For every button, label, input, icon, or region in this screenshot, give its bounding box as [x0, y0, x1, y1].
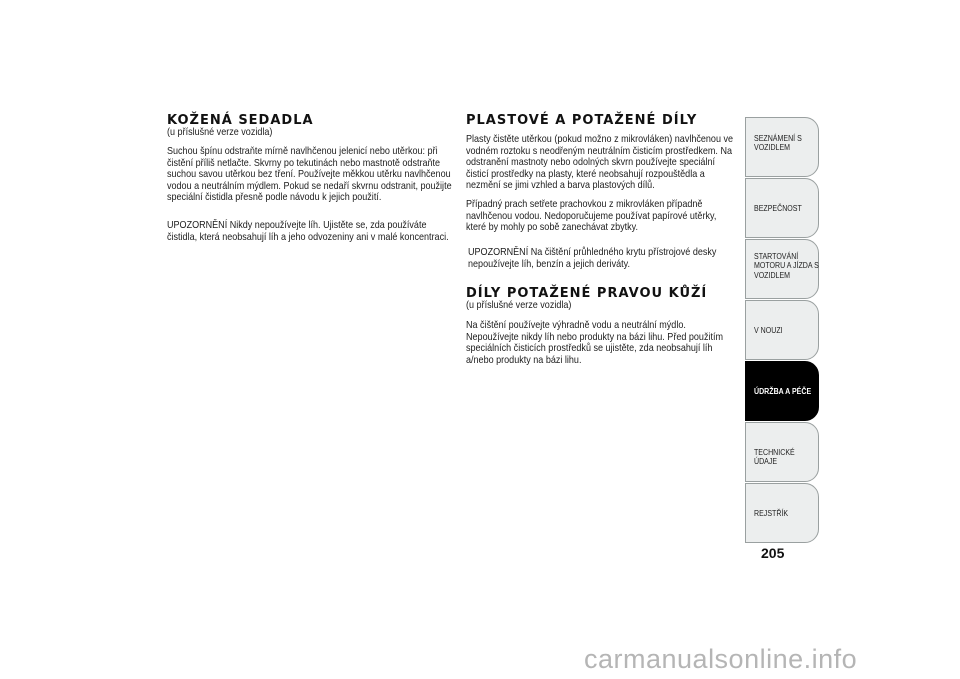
section-heading-leather-parts: DÍLY POTAŽENÉ PRAVOU KŮŽÍ: [466, 286, 708, 301]
tab-label: STARTOVÁNÍ MOTORU A JÍZDA S VOZIDLEM: [754, 251, 819, 280]
tab-label: REJSTŘÍK: [754, 508, 789, 518]
paragraph: Na čištění používejte výhradně vodu a neutrální mýdlo. Nepoužívejte nikdy líh nebo produkty na bázi lihu. Před použitím speciálních čisticích prostředků se ujistěte, zda neobsahují líh a/nebo produkty na bázi lihu.: [466, 319, 724, 366]
warning-paragraph: UPOZORNĚNÍ Nikdy nepoužívejte líh. Ujistěte se, zda používáte čistidla, která neobsahují líh a jeho odvozeniny ani v malé koncentraci.: [167, 219, 449, 243]
tab-safety[interactable]: [745, 178, 819, 238]
tab-label: SEZNÁMENÍ S VOZIDLEM: [754, 133, 802, 153]
tab-technical-data[interactable]: [745, 422, 819, 482]
paragraph: Plasty čistěte utěrkou (pokud možno z mikrovláken) navlhčenou ve vodném roztoku s neodřeným neutrálním čisticím prostředkem. Na odstranění mastnoty nebo odolných skvrn používejte speciální čisticí prostředky na plasty, které neobsahují rozpouštědla a nezmění se jimi vzhled a barva plastových dílů.: [466, 133, 734, 192]
section-subtitle: (u příslušné verze vozidla): [466, 299, 572, 311]
tab-label: BEZPEČNOST: [754, 203, 802, 213]
tab-label: ÚDRŽBA A PÉČE: [754, 386, 812, 396]
paragraph: Suchou špínu odstraňte mírně navlhčenou jelenicí nebo utěrkou: při čistění příliš netlačte. Skvrny po tekutinách nebo mastnotě odstraňte suchou savou utěrkou bez tření. Používejte měkkou utěrku navlhčenou vodou a neutrálním mýdlem. Pokud se nedaří skvrnu odstranit, použijte speciální čistidla přesně podle návodu k jejich použití.: [167, 145, 452, 204]
tab-label: TECHNICKÉ ÚDAJE: [754, 447, 795, 467]
tab-maintenance-care[interactable]: [745, 361, 819, 421]
tab-emergency[interactable]: [745, 300, 819, 360]
watermark: carmanualsonline.info: [584, 644, 858, 674]
page-number: 205: [761, 545, 785, 561]
warning-paragraph: UPOZORNĚNÍ Na čištění průhledného krytu přístrojové desky nepoužívejte líh, benzín a jejich deriváty.: [468, 246, 717, 270]
tab-starting-driving[interactable]: [745, 239, 819, 299]
section-heading-leather-seats: KOŽENÁ SEDADLA: [167, 113, 314, 128]
paragraph: Případný prach setřete prachovkou z mikrovláken případně navlhčenou vodou. Nedoporučujeme používat papírové utěrky, které by mohly po sobě zanechávat zbytky.: [466, 198, 717, 234]
tab-label: V NOUZI: [754, 325, 783, 335]
section-subtitle: (u příslušné verze vozidla): [167, 126, 273, 138]
section-heading-plastic-parts: PLASTOVÉ A POTAŽENÉ DÍLY: [466, 113, 698, 128]
tab-index[interactable]: [745, 483, 819, 543]
tab-vehicle-intro[interactable]: [745, 117, 819, 177]
